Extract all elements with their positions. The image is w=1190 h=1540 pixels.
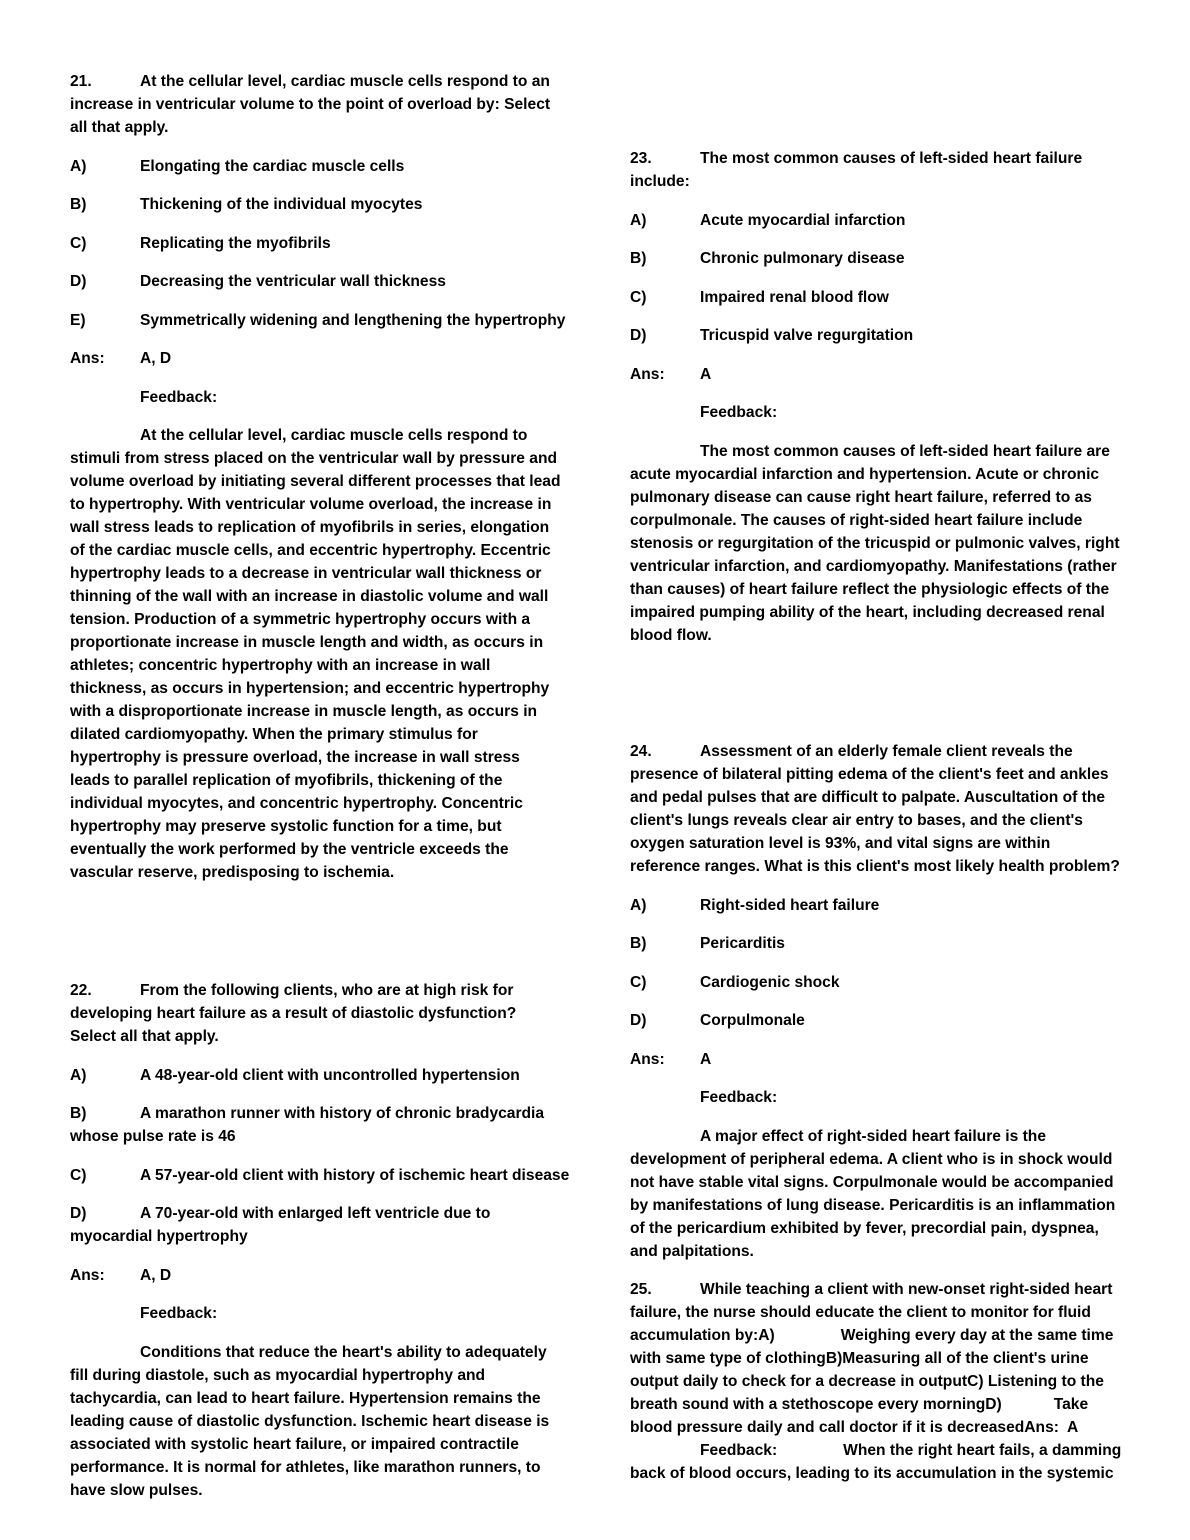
q21-option-a: A) Elongating the cardiac muscle cells	[70, 157, 405, 175]
question-21	[70, 70, 566, 884]
question-25	[630, 1278, 1122, 1485]
q24-option-a: A) Right-sided heart failure	[630, 896, 880, 914]
q22-option-b: B) A marathon runner with history of chronic bradycardia whose pulse rate is 46	[70, 1105, 545, 1145]
q25-feedback-label: Feedback:	[700, 1442, 778, 1459]
q25-option-c: Listening to the breath sound with a stethoscope every morning	[630, 1373, 1104, 1413]
question-23-number: 23.	[630, 150, 652, 167]
question-22-stem: 22. From the following clients, who are at high risk for developing heart failure as a result of diastolic dysfunction? Select all that apply.	[70, 979, 562, 1048]
q25-option-b-letter: B)	[825, 1350, 843, 1367]
question-25-stem: 25. While teaching a client with new-onset right-sided heart failure, the nurse should educate the client to monitor for fluid accumulation by:A) Weighing every day at the same time with same type of clothingB)Measuring all of the client's urine output daily to check for a decrease in outputC) Listening to the breath sound with a stethoscope every morningD) Take blood pressure daily and call doctor if it is decreasedAns: A Feedback: When the right heart fails, a damming back of blood occurs, leading to its accumulation in the systemic	[630, 1278, 1122, 1485]
q21-option-c: C) Replicating the myofibrils	[70, 234, 331, 252]
q24-option-c: C) Cardiogenic shock	[630, 973, 840, 991]
q22-answer: Ans: A, D	[70, 1266, 172, 1284]
q22-option-c: C) A 57-year-old client with history of ischemic heart disease	[70, 1166, 570, 1184]
q24-option-b: B) Pericarditis	[630, 935, 785, 952]
q25-option-d: Take blood pressure daily and call doctor if it is decreased	[630, 1396, 1089, 1436]
q25-option-a-letter: A)	[758, 1327, 775, 1344]
question-23-stem: 23. The most common causes of left-sided heart failure include:	[630, 147, 1122, 193]
q23-feedback-label: Feedback:	[700, 404, 778, 421]
q21-feedback-label: Feedback:	[140, 388, 218, 406]
question-21-number: 21.	[70, 73, 92, 90]
q21-option-b: B) Thickening of the individual myocytes	[70, 196, 423, 213]
left-column	[70, 70, 570, 1499]
q24-option-d: D) Corpulmonale	[630, 1012, 805, 1029]
q25-answer-label: Ans:	[1024, 1419, 1059, 1436]
q24-answer: Ans: A	[630, 1050, 712, 1068]
q23-option-b: B) Chronic pulmonary disease	[630, 250, 905, 267]
q23-option-d: D) Tricuspid valve regurgitation	[630, 327, 914, 344]
right-column-top	[630, 147, 1122, 647]
q21-option-d: D) Decreasing the ventricular wall thickness	[70, 273, 446, 290]
q25-option-b: Measuring all of the client's urine output daily to check for a decrease in output	[630, 1350, 1089, 1390]
q22-option-a: A) A 48-year-old client with uncontrolled hypertension	[70, 1066, 520, 1084]
q22-feedback: Conditions that reduce the heart's ability to adequately fill during diastole, such as myocardial hypertrophy and tachycardia, can lead to heart failure. Hypertension remains the leading cause of diastolic dysfunction. Ischemic heart disease is associated with systolic heart failure, or impaired contractile performance. It is normal for athletes, like marathon runners, to have slow pulses.	[70, 1343, 550, 1499]
q23-option-a: A) Acute myocardial infarction	[630, 211, 906, 229]
question-24-number: 24.	[630, 743, 652, 760]
right-column-bottom	[630, 740, 1122, 1485]
question-23	[630, 147, 1122, 647]
q24-feedback-label: Feedback:	[700, 1089, 778, 1106]
q22-option-d: D) A 70-year-old with enlarged left ventricle due to myocardial hypertrophy	[70, 1205, 491, 1245]
q25-feedback: When the right heart fails, a damming back of blood occurs, leading to its accumulation in the systemic	[630, 1442, 1122, 1482]
q21-answer: Ans: A, D	[70, 350, 172, 367]
q25-option-d-letter: D)	[985, 1396, 1002, 1413]
question-24	[630, 740, 1122, 1263]
q21-option-e: E) Symmetrically widening and lengthening the hypertrophy	[70, 311, 566, 329]
question-25-number: 25.	[630, 1281, 652, 1298]
question-22-number: 22.	[70, 982, 92, 999]
q25-option-a: Weighing every day at the same time with same type of clothing	[630, 1327, 1114, 1367]
question-21-stem: 21. At the cellular level, cardiac muscle cells respond to an increase in ventricular volume to the point of overload by: Select all that apply.	[70, 70, 562, 139]
q25-answer: A	[1067, 1419, 1079, 1436]
q23-answer: Ans: A	[630, 365, 712, 383]
q25-option-c-letter: C)	[967, 1373, 984, 1390]
question-22	[70, 979, 570, 1502]
q24-feedback: A major effect of right-sided heart failure is the development of peripheral edema. A client who is in shock would not have stable vital signs. Corpulmonale would be accompanied by manifestations of lung disease. Pericarditis is an inflammation of the pericardium exhibited by fever, precordial pain, dyspnea, and palpitations.	[630, 1127, 1116, 1260]
q23-feedback: The most common causes of left-sided heart failure are acute myocardial infarction and hypertension. Acute or chronic pulmonary disease can cause right heart failure, referred to as corpulmonale. The causes of right-sided heart failure include stenosis or regurgitation of the tricuspid or pulmonic valves, right ventricular infarction, and cardiomyopathy. Manifestations (rather than causes) of heart failure reflect the physiologic effects of the impaired pumping ability of the heart, including decreased renal blood flow.	[630, 442, 1120, 644]
q21-feedback: At the cellular level, cardiac muscle cells respond to stimuli from stress placed on the ventricular wall by pressure and volume overload by initiating several different processes that lead to hypertrophy. With ventricular volume overload, the increase in wall stress leads to replication of myofibrils in series, elongation of the cardiac muscle cells, and eccentric hypertrophy. Eccentric hypertrophy leads to a decrease in ventricular wall thickness or thinning of the wall with an increase in diastolic volume and wall tension. Production of a symmetric hypertrophy occurs with a proportionate increase in muscle length and width, as occurs in athletes; concentric hypertrophy with an increase in wall thickness, as occurs in hypertension; and eccentric hypertrophy with a disproportionate increase in muscle length, as occurs in dilated cardiomyopathy. When the primary stimulus for hypertrophy is pressure overload, the increase in wall stress leads to parallel replication of myofibrils, thickening of the individual myocytes, and concentric hypertrophy. Concentric hypertrophy may preserve systolic function for a time, but eventually the work performed by the ventricle exceeds the vascular reserve, predisposing to ischemia.	[70, 427, 561, 881]
question-24-stem: 24. Assessment of an elderly female client reveals the presence of bilateral pitting edema of the client's feet and ankles and pedal pulses that are difficult to palpate. Auscultation of the client's lungs reveals clear air entry to bases, and the client's oxygen saturation level is 93%, and vital signs are within reference ranges. What is this client's most likely health problem?	[630, 740, 1122, 878]
q23-option-c: C) Impaired renal blood flow	[630, 288, 889, 306]
q22-feedback-label: Feedback:	[140, 1305, 218, 1322]
